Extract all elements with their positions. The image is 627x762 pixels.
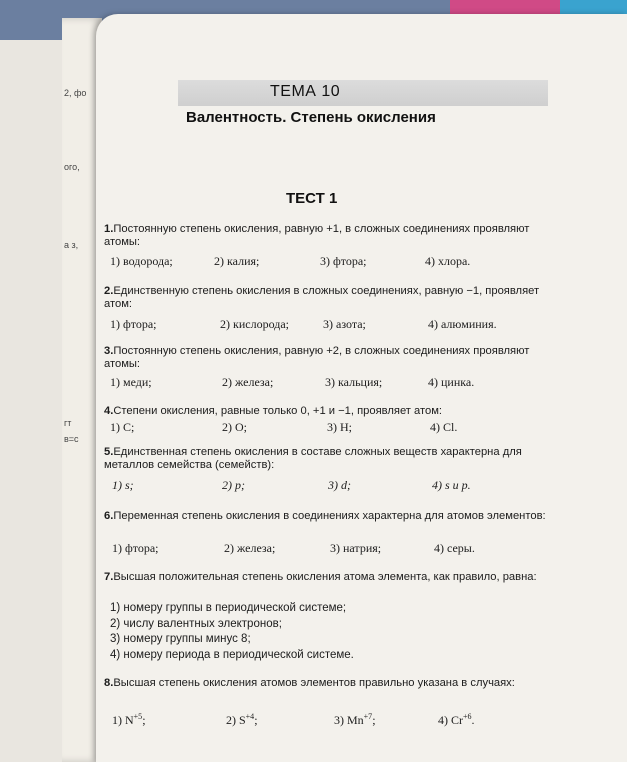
answer-option: 2) O; (222, 420, 247, 434)
question-number: 2. (104, 285, 114, 297)
question-text: Высшая положительная степень окисления атома элемента, как правило, равна: (113, 571, 537, 583)
answer-option: 3) d; (328, 478, 351, 492)
topic-band (178, 80, 548, 106)
answer-list (110, 602, 354, 664)
question-number: 8. (104, 677, 114, 689)
answer-option: 1) фтора; (112, 541, 159, 555)
answer-option: 2) железа; (222, 375, 274, 389)
question-5 (104, 446, 549, 472)
answer-option (226, 712, 258, 728)
question-number: 7. (104, 571, 114, 583)
question-text: Высшая степень окисления атомов элементов правильно указана в случаях: (113, 677, 515, 689)
option-text: ; (372, 713, 376, 727)
question-3 (104, 345, 549, 371)
option-text: 4) Cr (438, 713, 463, 727)
question-text: Единственная степень окисления в составе сложных веществ характерна для металлов семейства (семейств): (104, 446, 522, 471)
option-text: . (471, 713, 475, 727)
option-text: 2) S (226, 713, 246, 727)
answer-option: 4) s и p. (432, 478, 471, 492)
left-page-fragment: гт (64, 418, 72, 428)
topic-title: ТЕМА 10 (270, 83, 341, 100)
question-7 (104, 571, 549, 584)
answer-option: 2) кислорода; (220, 317, 289, 331)
answer-option: 1) C; (110, 420, 135, 434)
left-page-fragment: ого, (64, 162, 80, 172)
question-text: Степени окисления, равные только 0, +1 и −1, проявляет атом: (113, 405, 443, 417)
answer-option: 4) Cl. (430, 420, 458, 434)
question-4 (104, 405, 549, 418)
question-1 (104, 223, 549, 249)
answer-option: 3) кальция; (325, 375, 383, 389)
left-page-fragment: в=с (64, 434, 79, 444)
answer-option: 3) номеру группы минус 8; (110, 633, 251, 645)
option-text: 1) N (112, 713, 134, 727)
answer-option: 3) азота; (323, 317, 366, 331)
question-text: Переменная степень окисления в соединениях характерна для атомов элементов: (113, 510, 546, 522)
answer-option: 1) фтора; (110, 317, 157, 331)
answer-option: 3) фтора; (320, 254, 367, 268)
question-number: 3. (104, 345, 114, 357)
answer-option (438, 712, 475, 728)
answer-option: 1) меди; (110, 375, 152, 389)
answer-option: 2) числу валентных электронов; (110, 617, 282, 630)
answer-option: 1) водорода; (110, 254, 173, 268)
page-subtitle: Валентность. Степень окисления (186, 109, 436, 126)
option-text: ; (142, 713, 146, 727)
question-text: Постоянную степень окисления, равную +2, в сложных соединениях проявляют атомы: (104, 345, 530, 370)
question-number: 1. (104, 223, 114, 235)
question-text: Постоянную степень окисления, равную +1, в сложных соединениях проявляют атомы: (104, 223, 530, 248)
answer-option: 4) алюминия. (428, 317, 497, 331)
oxidation-state: +7 (363, 712, 373, 721)
answer-option: 3) натрия; (330, 541, 382, 555)
question-number: 6. (104, 510, 114, 522)
answer-option: 1) s; (112, 478, 134, 492)
oxidation-state: +6 (463, 712, 472, 721)
oxidation-state: +4 (245, 712, 255, 721)
test-title: ТЕСТ 1 (286, 190, 338, 207)
answer-option: 4) серы. (434, 541, 475, 555)
answer-option: 2) железа; (224, 541, 276, 555)
answer-option: 2) p; (222, 478, 245, 492)
answer-option: 4) цинка. (428, 375, 475, 389)
question-6 (104, 510, 549, 523)
question-2 (104, 285, 549, 311)
option-text: ; (254, 713, 258, 727)
answer-option: 4) хлора. (425, 254, 471, 268)
question-number: 4. (104, 405, 114, 417)
left-page-fragment: 2, фо (64, 88, 87, 98)
answer-option (334, 712, 376, 728)
answer-option: 3) H; (327, 420, 352, 434)
question-number: 5. (104, 446, 114, 458)
oxidation-state: +5 (133, 712, 143, 721)
left-page-fragment: а з, (64, 240, 79, 250)
answer-option (112, 712, 146, 728)
answer-option: 2) калия; (214, 254, 260, 268)
answer-option: 1) номеру группы в периодической системе; (110, 602, 347, 614)
question-text: Единственную степень окисления в сложных соединениях, равную −1, проявляет атом: (104, 285, 540, 310)
question-8 (104, 677, 549, 690)
option-text: 3) Mn (334, 713, 364, 727)
answer-option: 4) номеру периода в периодической системе. (110, 648, 354, 661)
